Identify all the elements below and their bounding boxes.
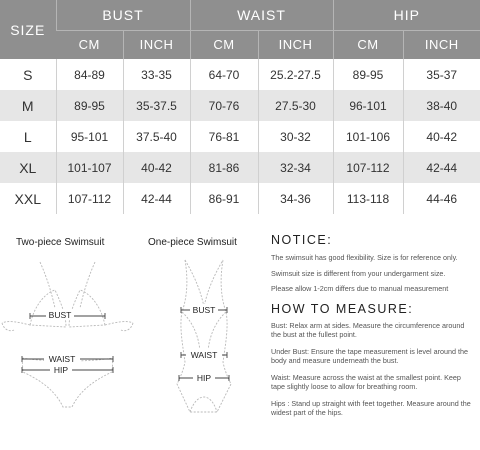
- unit-header: INCH: [258, 30, 333, 59]
- one-piece-bust-label: BUST: [192, 305, 216, 315]
- table-row: [0, 90, 480, 121]
- table-cell: 30-32: [258, 121, 333, 152]
- hip-group-header: HIP: [333, 0, 480, 30]
- measure-title: HOW TO MEASURE:: [271, 301, 414, 316]
- measure-line: Under Bust: Ensure the tape measurement is level around the body and measure underneath the bust.: [271, 346, 468, 365]
- notice-line: Swimsuit size is different from your undergarment size.: [271, 268, 446, 278]
- unit-header: CM: [333, 30, 403, 59]
- two-piece-title: Two-piece Swimsuit: [16, 237, 105, 248]
- two-piece-waist-label: WAIST: [48, 354, 76, 364]
- size-label: XXL: [14, 190, 41, 207]
- table-row: [0, 183, 480, 214]
- table-cell: 37.5-40: [123, 121, 190, 152]
- table-cell: 34-36: [258, 183, 333, 214]
- one-piece-hip-label: HIP: [196, 373, 212, 383]
- one-piece-swimsuit-diagram: [155, 252, 255, 422]
- table-cell: 81-86: [190, 152, 258, 183]
- one-piece-title: One-piece Swimsuit: [148, 237, 237, 248]
- size-column-header: SIZE: [10, 21, 46, 38]
- measure-line: Bust: Relax arm at sides. Measure the circumference around the bust at the fullest point.: [271, 320, 465, 339]
- table-cell: 113-118: [333, 183, 403, 214]
- table-cell: 70-76: [190, 90, 258, 121]
- notes-panel: [271, 233, 476, 418]
- notice-line: Please allow 1-2cm differs due to manual measurement: [271, 284, 449, 293]
- size-label: S: [23, 66, 33, 83]
- table-cell: 35-37: [403, 59, 480, 90]
- table-cell: 40-42: [403, 121, 480, 152]
- bust-group-header: BUST: [56, 0, 190, 30]
- table-row: [0, 59, 480, 90]
- two-piece-bust-label: BUST: [48, 310, 72, 320]
- table-cell: 27.5-30: [258, 90, 333, 121]
- unit-header: CM: [56, 30, 123, 59]
- size-label: M: [0, 90, 56, 121]
- table-cell: 107-112: [333, 152, 403, 183]
- notice-line: The swimsuit has good flexibility. Size is for reference only.: [271, 253, 458, 262]
- waist-group-header: WAIST: [190, 0, 333, 30]
- table-cell: 40-42: [123, 152, 190, 183]
- measure-line: Hips : Stand up straight with feet together. Measure around the widest part of the hips.: [271, 398, 471, 417]
- table-cell: 25.2-27.5: [258, 59, 333, 90]
- table-row: [0, 152, 480, 183]
- size-label: XL: [0, 152, 56, 183]
- notice-title: NOTICE:: [271, 233, 333, 247]
- table-cell: 101-106: [333, 121, 403, 152]
- table-cell: 32-34: [258, 152, 333, 183]
- table-cell: 44-46: [403, 183, 480, 214]
- table-cell: 89-95: [333, 59, 403, 90]
- table-cell: 42-44: [123, 183, 190, 214]
- unit-header: INCH: [403, 30, 480, 59]
- table-cell: 86-91: [190, 183, 258, 214]
- table-unit-header-row: [0, 30, 480, 59]
- table-cell: 89-95: [56, 90, 123, 121]
- table-cell: 76-81: [190, 121, 258, 152]
- table-cell: 101-107: [56, 152, 123, 183]
- measure-line: Waist: Measure across the waist at the smallest point. Keep tape slightly loose to allow for breathing room.: [271, 372, 461, 391]
- table-cell: 107-112: [56, 183, 123, 214]
- size-chart-table: [0, 0, 480, 214]
- table-cell: 38-40: [403, 90, 480, 121]
- two-piece-swimsuit-diagram: [0, 250, 135, 415]
- table-cell: 33-35: [123, 59, 190, 90]
- table-cell: 96-101: [333, 90, 403, 121]
- table-cell: 42-44: [403, 152, 480, 183]
- unit-header: INCH: [123, 30, 190, 59]
- unit-header: CM: [190, 30, 258, 59]
- one-piece-waist-label: WAIST: [190, 350, 218, 360]
- two-piece-hip-label: HIP: [53, 365, 69, 375]
- table-cell: 35-37.5: [123, 90, 190, 121]
- size-label: L: [23, 128, 32, 145]
- table-cell: 64-70: [190, 59, 258, 90]
- table-cell: 84-89: [56, 59, 123, 90]
- table-row: [0, 121, 480, 152]
- table-group-header-row: [0, 0, 480, 30]
- table-cell: 95-101: [56, 121, 123, 152]
